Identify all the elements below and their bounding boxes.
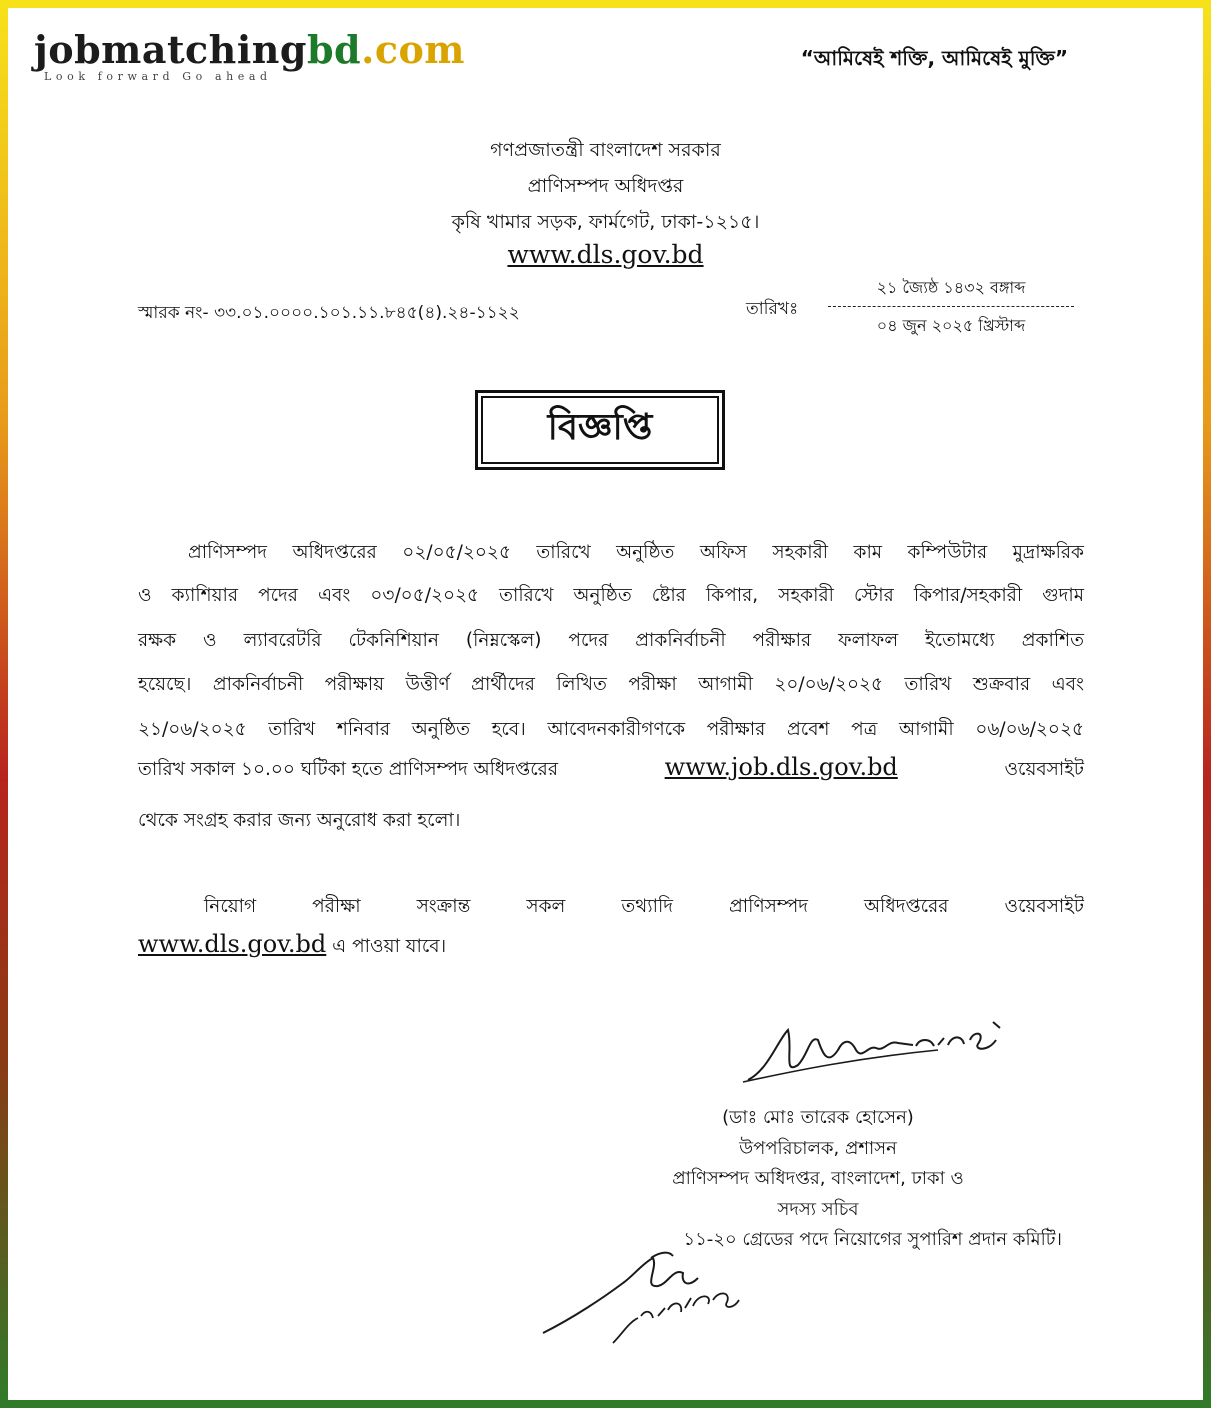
date-english: ০৪ জুন ২০২৫ খ্রিস্টাব্দ <box>876 316 1026 335</box>
logo-text-com: .com <box>361 27 466 72</box>
date-box <box>828 275 1074 340</box>
para1-line3: রক্ষক ও ল্যাবরেটরি টেকনিশিয়ান (নিম্নস্কেল) পদের প্রাকনির্বাচনী পরীক্ষার ফলাফল ইতোমধ্যে প্রকাশিত <box>138 630 1084 651</box>
para2-line2-suffix: এ পাওয়া যাবে। <box>332 936 447 957</box>
header-department: প্রাণিসম্পদ অধিদপ্তর <box>527 175 684 197</box>
notice-title: বিজ্ঞপ্তি <box>481 396 719 464</box>
dls-website-link[interactable]: www.dls.gov.bd <box>138 930 327 958</box>
para1-line6-text: তারিখ সকাল ১০.০০ ঘটিকা হতে প্রাণিসম্পদ অধিদপ্তরের <box>138 759 558 780</box>
notice-title-box <box>475 390 725 470</box>
committee-name: ১১-২০ গ্রেডের পদে নিয়োগের সুপারিশ প্রদান কমিটি। <box>683 1229 1062 1250</box>
date-label: তারিখঃ <box>746 299 799 319</box>
officer-office: প্রাণিসম্পদ অধিদপ্তর, বাংলাদেশ, ঢাকা ও <box>672 1168 964 1189</box>
site-logo[interactable] <box>34 28 465 83</box>
logo-text-main: jobmatching <box>34 27 307 72</box>
header-government: গণপ্রজাতন্ত্রী বাংলাদেশ সরকার <box>490 139 721 161</box>
initial-signature <box>533 1238 753 1348</box>
notice-document <box>8 8 1203 1400</box>
para2-line1: নিয়োগ পরীক্ষা সংক্রান্ত সকল তথ্যাদি প্রাণিসম্পদ অধিদপ্তরের ওয়েবসাইট <box>204 896 1084 917</box>
para1-line4: হয়েছে। প্রাকনির্বাচনী পরীক্ষায় উত্তীর্ণ প্রার্থীদের লিখিত পরীক্ষা আগামী ২০/০৬/২০২৫ তারিখ শুক্রবার এবং <box>138 674 1084 695</box>
para1-line1: প্রাণিসম্পদ অধিদপ্তরের ০২/০৫/২০২৫ তারিখে অনুষ্ঠিত অফিস সহকারী কাম কম্পিউটার মুদ্রাক্ষরিক <box>188 542 1084 563</box>
header-address: কৃষি খামার সড়ক, ফার্মগেট, ঢাকা-১২১৫। <box>451 211 760 233</box>
para1-line5: ২১/০৬/২০২৫ তারিখ শনিবার অনুষ্ঠিত হবে। আবেদনকারীগণকে পরীক্ষার প্রবেশ পত্র আগামী ০৬/০৬/২০২৫ <box>138 719 1084 740</box>
logo-tagline: Look forward Go ahead <box>44 70 272 83</box>
para1-line7: থেকে সংগ্রহ করার জন্য অনুরোধ করা হলো। <box>138 810 461 831</box>
date-bangla: ২১ জ্যৈষ্ঠ ১৪৩২ বঙ্গাব্দ <box>828 275 1074 307</box>
para1-line6-suffix: ওয়েবসাইট <box>1004 759 1084 780</box>
officer-role: সদস্য সচিব <box>777 1198 859 1220</box>
memo-number: স্মারক নং- ৩৩.০১.০০০০.১০১.১১.৮৪৫(৪).২৪-১১২২ <box>138 303 520 323</box>
para1-line2: ও ক্যাশিয়ার পদের এবং ০৩/০৫/২০২৫ তারিখে অনুষ্ঠিত ষ্টোর কিপার, সহকারী স্টোর কিপার/সহকারী গুদাম <box>138 585 1084 606</box>
header-website-row <box>8 240 1203 269</box>
logo-text-bd: bd <box>306 27 362 72</box>
officer-signature <box>738 1010 1008 1090</box>
signature-block <box>568 1103 1068 1256</box>
para2-line2 <box>138 930 1084 963</box>
header-website-link[interactable]: www.dls.gov.bd <box>507 240 704 269</box>
officer-name: (ডাঃ মোঃ তারেক হোসেন) <box>722 1107 914 1128</box>
slogan: “আমিষেই শক্তি, আমিষেই মুক্তি” <box>800 46 1068 70</box>
para1-line6 <box>138 753 1084 786</box>
officer-title: উপপরিচালক, প্রশাসন <box>739 1137 897 1159</box>
job-website-link[interactable]: www.job.dls.gov.bd <box>664 753 898 781</box>
